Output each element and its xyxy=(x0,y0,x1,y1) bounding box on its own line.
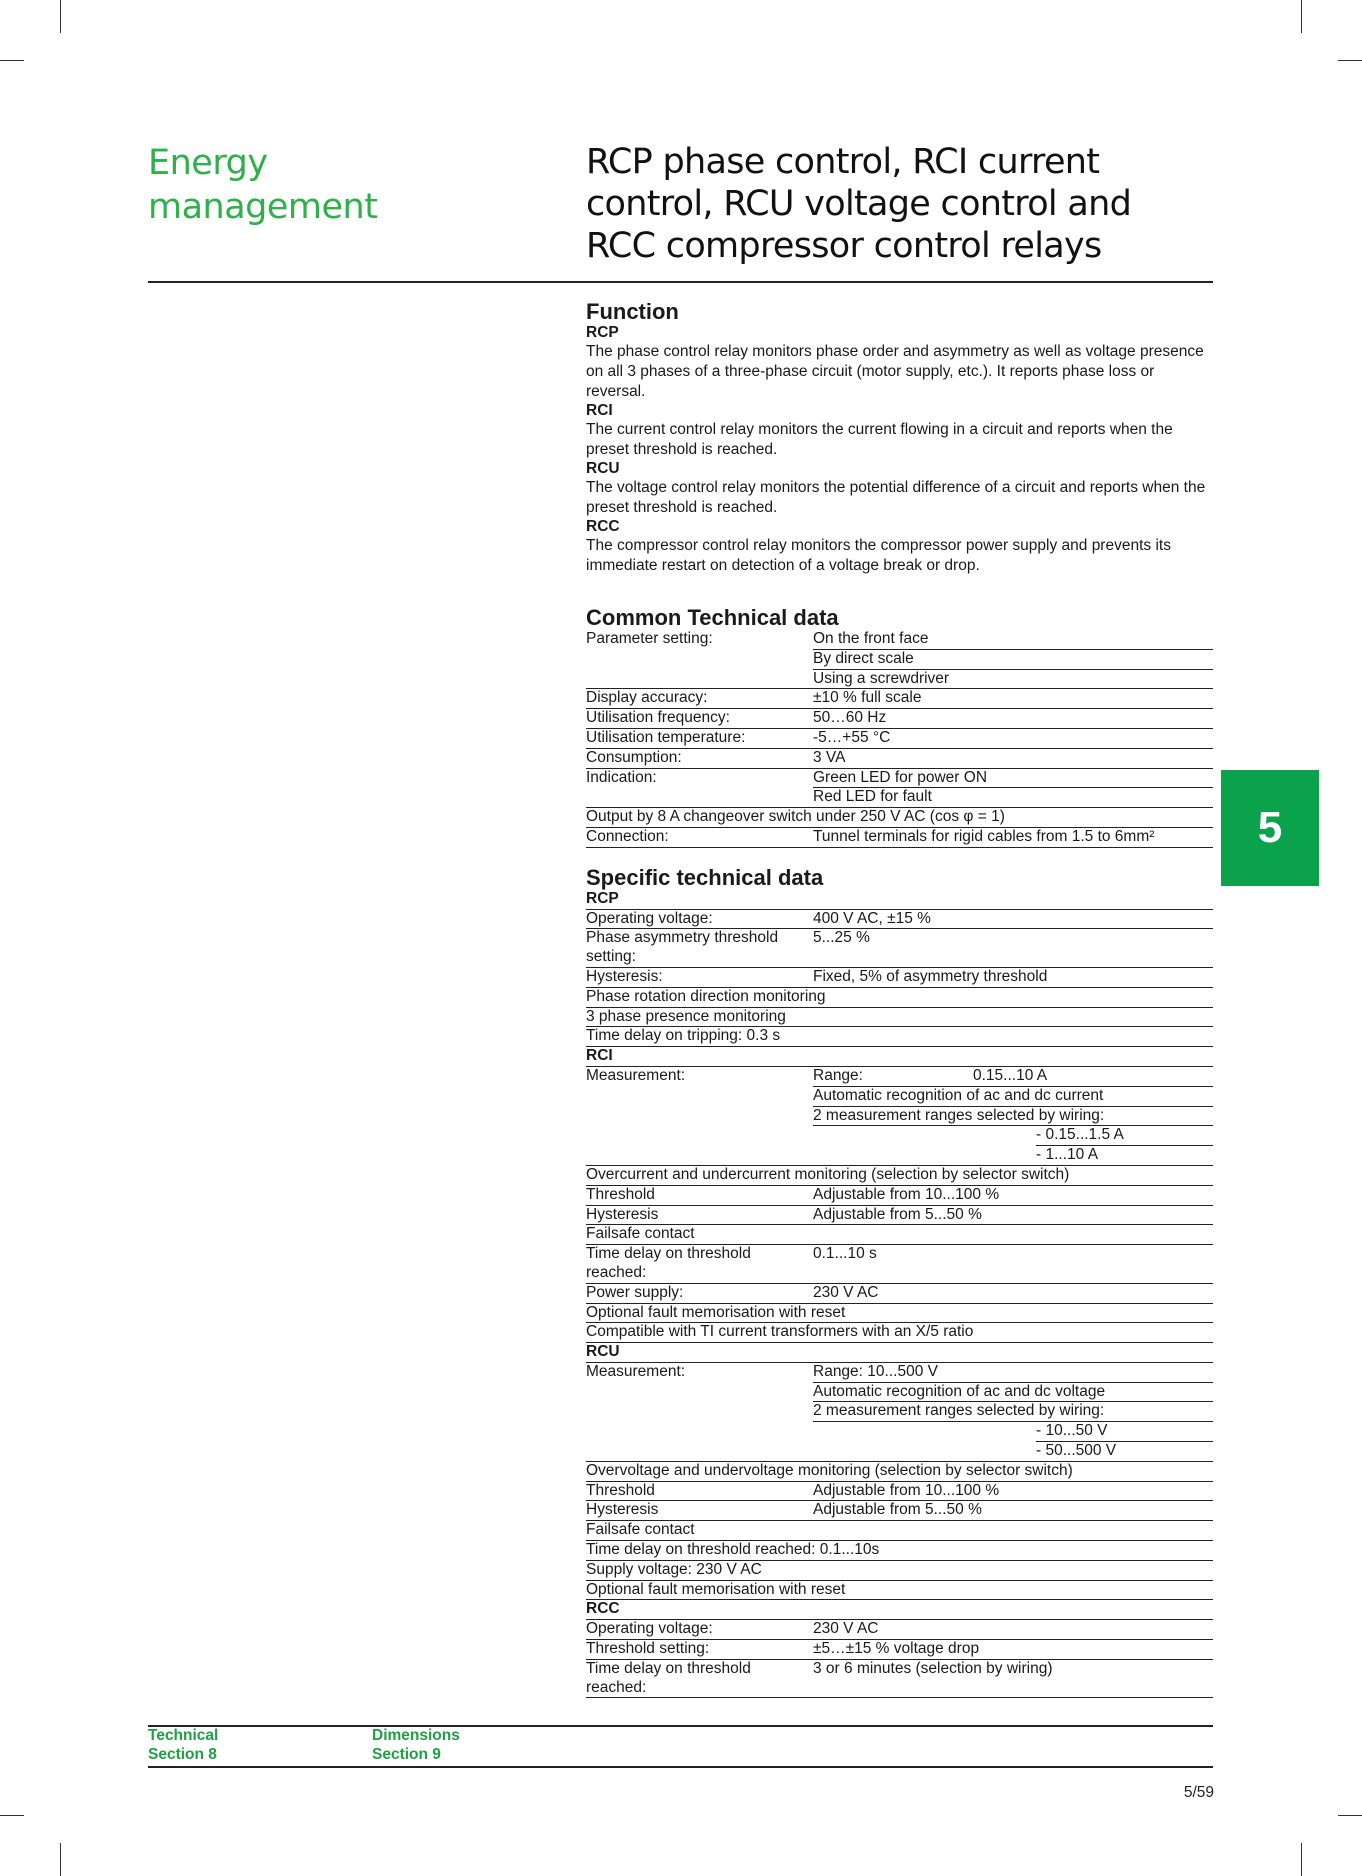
common-technical-section xyxy=(586,606,1213,848)
function-item-name: RCU xyxy=(586,460,620,477)
row-label: Utilisation frequency: xyxy=(586,709,813,729)
table-row xyxy=(586,1620,1213,1640)
table-row xyxy=(586,929,1213,968)
row-label: Measurement: xyxy=(586,1066,686,1084)
table-row xyxy=(586,748,1213,768)
table-row xyxy=(586,1501,1213,1521)
crop-mark xyxy=(60,1843,61,1876)
table-row xyxy=(586,1521,1213,1541)
table-row xyxy=(586,1086,1213,1106)
link-line: Dimensions xyxy=(372,1727,460,1744)
row-label: Power supply: xyxy=(586,1283,813,1303)
table-row xyxy=(586,1402,1213,1422)
row-value: 400 V AC, ±15 % xyxy=(813,909,1213,929)
row-label: Time delay on threshold reached: xyxy=(586,1245,813,1284)
crop-mark xyxy=(0,60,24,61)
product-name-rcu: RCU xyxy=(586,1343,1213,1363)
crop-mark xyxy=(0,1815,24,1816)
table-row xyxy=(586,1323,1213,1343)
table-row xyxy=(586,1245,1213,1284)
row-text: 3 phase presence monitoring xyxy=(586,1007,1213,1027)
chapter-tab: 5 xyxy=(1221,770,1319,886)
table-row xyxy=(586,669,1213,689)
range-value: 0.15...10 A xyxy=(973,1066,1048,1084)
row-label: Utilisation temperature: xyxy=(586,728,813,748)
dimensions-section-link[interactable] xyxy=(372,1726,460,1764)
table-row xyxy=(586,728,1213,748)
function-item-rci xyxy=(586,402,1213,460)
row-text: Time delay on threshold reached: 0.1...10s xyxy=(586,1541,1213,1561)
product-name-rcc: RCC xyxy=(586,1600,1213,1620)
row-value: Adjustable from 10...100 % xyxy=(813,1185,1213,1205)
technical-section-link[interactable] xyxy=(148,1726,218,1764)
row-value: -5…+55 °C xyxy=(813,728,1213,748)
product-name-rci: RCI xyxy=(586,1047,1213,1067)
row-value: Fixed, 5% of asymmetry threshold xyxy=(813,967,1213,987)
row-value: ±5…±15 % voltage drop xyxy=(813,1640,1213,1660)
function-item-text: The voltage control relay monitors the potential difference of a circuit and reports when the preset threshold is reached. xyxy=(586,479,1206,516)
function-item-rcu xyxy=(586,460,1213,518)
row-label: Hysteresis: xyxy=(586,967,813,987)
table-row xyxy=(586,909,1213,929)
link-line: Section 9 xyxy=(372,1746,441,1763)
function-item-rcp xyxy=(586,324,1213,402)
row-value: On the front face xyxy=(813,630,1213,649)
row-text: Optional fault memorisation with reset xyxy=(586,1580,1213,1600)
table-row xyxy=(586,1541,1213,1561)
row-value: Red LED for fault xyxy=(813,788,1213,808)
row-label: Time delay on threshold reached: xyxy=(586,1659,813,1698)
crop-mark xyxy=(1338,1815,1362,1816)
range-option: - 1...10 A xyxy=(1036,1146,1099,1164)
row-value: 5...25 % xyxy=(813,929,1213,968)
footer-bottom-divider xyxy=(148,1766,1213,1768)
row-label: Hysteresis xyxy=(586,1501,813,1521)
row-value: Range: 10...500 V xyxy=(813,1362,1213,1382)
table-row xyxy=(586,1560,1213,1580)
table-row xyxy=(586,1007,1213,1027)
row-value: ±10 % full scale xyxy=(813,689,1213,709)
row-label: Indication: xyxy=(586,768,657,786)
table-row xyxy=(586,1382,1213,1402)
row-label: Operating voltage: xyxy=(586,909,813,929)
footer-divider xyxy=(148,1725,1213,1727)
row-text: Overcurrent and undercurrent monitoring (selection by selector switch) xyxy=(586,1165,1213,1185)
row-label: Consumption: xyxy=(586,748,813,768)
table-row xyxy=(586,1126,1213,1146)
row-value: 50…60 Hz xyxy=(813,709,1213,729)
section-title-line: management xyxy=(148,187,378,227)
row-value: By direct scale xyxy=(813,649,1213,669)
function-item-text: The compressor control relay monitors the compressor power supply and prevents its immediate restart on detection of a voltage break or drop. xyxy=(586,537,1171,574)
row-text: Overvoltage and undervoltage monitoring (selection by selector switch) xyxy=(586,1461,1213,1481)
product-name-rcp: RCP xyxy=(586,890,1213,909)
range-option: - 50...500 V xyxy=(1036,1442,1117,1460)
table-row xyxy=(586,1185,1213,1205)
page-title-line: control, RCU voltage control and xyxy=(586,184,1132,224)
row-value: 230 V AC xyxy=(813,1620,1213,1640)
row-label: Connection: xyxy=(586,827,813,847)
crop-mark xyxy=(1338,60,1362,61)
table-row xyxy=(586,1422,1213,1442)
row-label: Threshold xyxy=(586,1481,813,1501)
table-row xyxy=(586,649,1213,669)
main-content xyxy=(586,300,1213,1698)
table-row xyxy=(586,1146,1213,1165)
row-value: 2 measurement ranges selected by wiring: xyxy=(813,1402,1213,1422)
table-row xyxy=(586,1165,1213,1185)
row-value: Automatic recognition of ac and dc current xyxy=(813,1086,1213,1106)
range-option: - 0.15...1.5 A xyxy=(1036,1126,1213,1146)
row-value: Green LED for power ON xyxy=(813,768,1213,788)
common-technical-heading: Common Technical data xyxy=(586,605,839,630)
table-row xyxy=(586,1580,1213,1600)
row-value: 3 or 6 minutes (selection by wiring) xyxy=(813,1659,1213,1698)
function-item-name: RCC xyxy=(586,518,620,535)
crop-mark xyxy=(60,0,61,33)
specific-technical-heading: Specific technical data xyxy=(586,864,824,890)
table-row xyxy=(586,1362,1213,1382)
range-label: Range: xyxy=(813,1066,863,1084)
table-row xyxy=(586,987,1213,1007)
table-row xyxy=(586,967,1213,987)
function-section xyxy=(586,300,1213,576)
function-item-text: The phase control relay monitors phase order and asymmetry as well as voltage presence on all 3 phases of a three-phase circuit (motor supply, etc.). It reports phase loss or reversal. xyxy=(586,343,1204,400)
table-row xyxy=(586,1205,1213,1225)
table-row xyxy=(586,1600,1213,1620)
row-text: Time delay on tripping: 0.3 s xyxy=(586,1027,1213,1047)
table-row xyxy=(586,1461,1213,1481)
function-item-text: The current control relay monitors the current flowing in a circuit and reports when the preset threshold is reached. xyxy=(586,421,1173,458)
link-line: Section 8 xyxy=(148,1746,217,1763)
row-value: 230 V AC xyxy=(813,1283,1213,1303)
title-divider xyxy=(148,281,1213,283)
specific-technical-section xyxy=(586,866,1213,1699)
table-row xyxy=(586,1442,1213,1461)
row-text: Failsafe contact xyxy=(586,1225,1213,1245)
row-value: Using a screwdriver xyxy=(813,669,1213,689)
row-text: Phase rotation direction monitoring xyxy=(586,987,1213,1007)
table-row xyxy=(586,1047,1213,1067)
row-text: Output by 8 A changeover switch under 250 V AC (cos φ = 1) xyxy=(586,808,1213,828)
row-text: Failsafe contact xyxy=(586,1521,1213,1541)
table-row xyxy=(586,1303,1213,1323)
row-value: 3 VA xyxy=(813,748,1213,768)
row-value: Automatic recognition of ac and dc voltage xyxy=(813,1382,1213,1402)
crop-mark xyxy=(1301,1843,1302,1876)
row-label: Measurement: xyxy=(586,1362,686,1380)
row-value: 2 measurement ranges selected by wiring: xyxy=(813,1106,1213,1126)
page-title xyxy=(586,141,1226,267)
row-label: Operating voltage: xyxy=(586,1620,813,1640)
table-row xyxy=(586,1481,1213,1501)
row-label: Phase asymmetry threshold setting: xyxy=(586,929,813,968)
function-item-name: RCP xyxy=(586,324,619,341)
row-label: Threshold setting: xyxy=(586,1640,813,1660)
table-row xyxy=(586,827,1213,847)
function-item-rcc xyxy=(586,518,1213,576)
table-row xyxy=(586,890,1213,909)
page-number: 5/59 xyxy=(1183,1784,1214,1801)
row-value xyxy=(813,1066,1213,1086)
table-row xyxy=(586,1640,1213,1660)
page-title-line: RCC compressor control relays xyxy=(586,226,1102,266)
section-title xyxy=(148,141,377,229)
row-value: Adjustable from 5...50 % xyxy=(813,1501,1213,1521)
function-item-name: RCI xyxy=(586,402,613,419)
function-heading: Function xyxy=(586,299,679,324)
row-value: Adjustable from 5...50 % xyxy=(813,1205,1213,1225)
table-row xyxy=(586,1027,1213,1047)
table-row xyxy=(586,709,1213,729)
table-row xyxy=(586,1066,1213,1086)
row-label: Parameter setting: xyxy=(586,630,713,647)
range-option: - 10...50 V xyxy=(1036,1422,1213,1442)
row-value: Adjustable from 10...100 % xyxy=(813,1481,1213,1501)
row-label: Display accuracy: xyxy=(586,689,813,709)
row-value: 0.1...10 s xyxy=(813,1245,1213,1284)
link-line: Technical xyxy=(148,1727,219,1744)
page-title-line: RCP phase control, RCI current xyxy=(586,142,1100,182)
row-text: Compatible with TI current transformers with an X/5 ratio xyxy=(586,1323,1213,1343)
table-row xyxy=(586,1106,1213,1126)
table-row xyxy=(586,1343,1213,1363)
row-label: Threshold xyxy=(586,1185,813,1205)
table-row xyxy=(586,1225,1213,1245)
row-label: Hysteresis xyxy=(586,1205,813,1225)
table-row xyxy=(586,630,1213,649)
common-technical-table xyxy=(586,630,1213,848)
table-row xyxy=(586,689,1213,709)
table-row xyxy=(586,1283,1213,1303)
row-text: Optional fault memorisation with reset xyxy=(586,1303,1213,1323)
table-row xyxy=(586,808,1213,828)
row-text: Supply voltage: 230 V AC xyxy=(586,1560,1213,1580)
table-row xyxy=(586,768,1213,788)
row-value: Tunnel terminals for rigid cables from 1.5 to 6mm² xyxy=(813,827,1213,847)
crop-mark xyxy=(1301,0,1302,33)
specific-technical-table xyxy=(586,890,1213,1699)
section-title-line: Energy xyxy=(148,143,268,183)
table-row xyxy=(586,1659,1213,1698)
table-row xyxy=(586,788,1213,808)
